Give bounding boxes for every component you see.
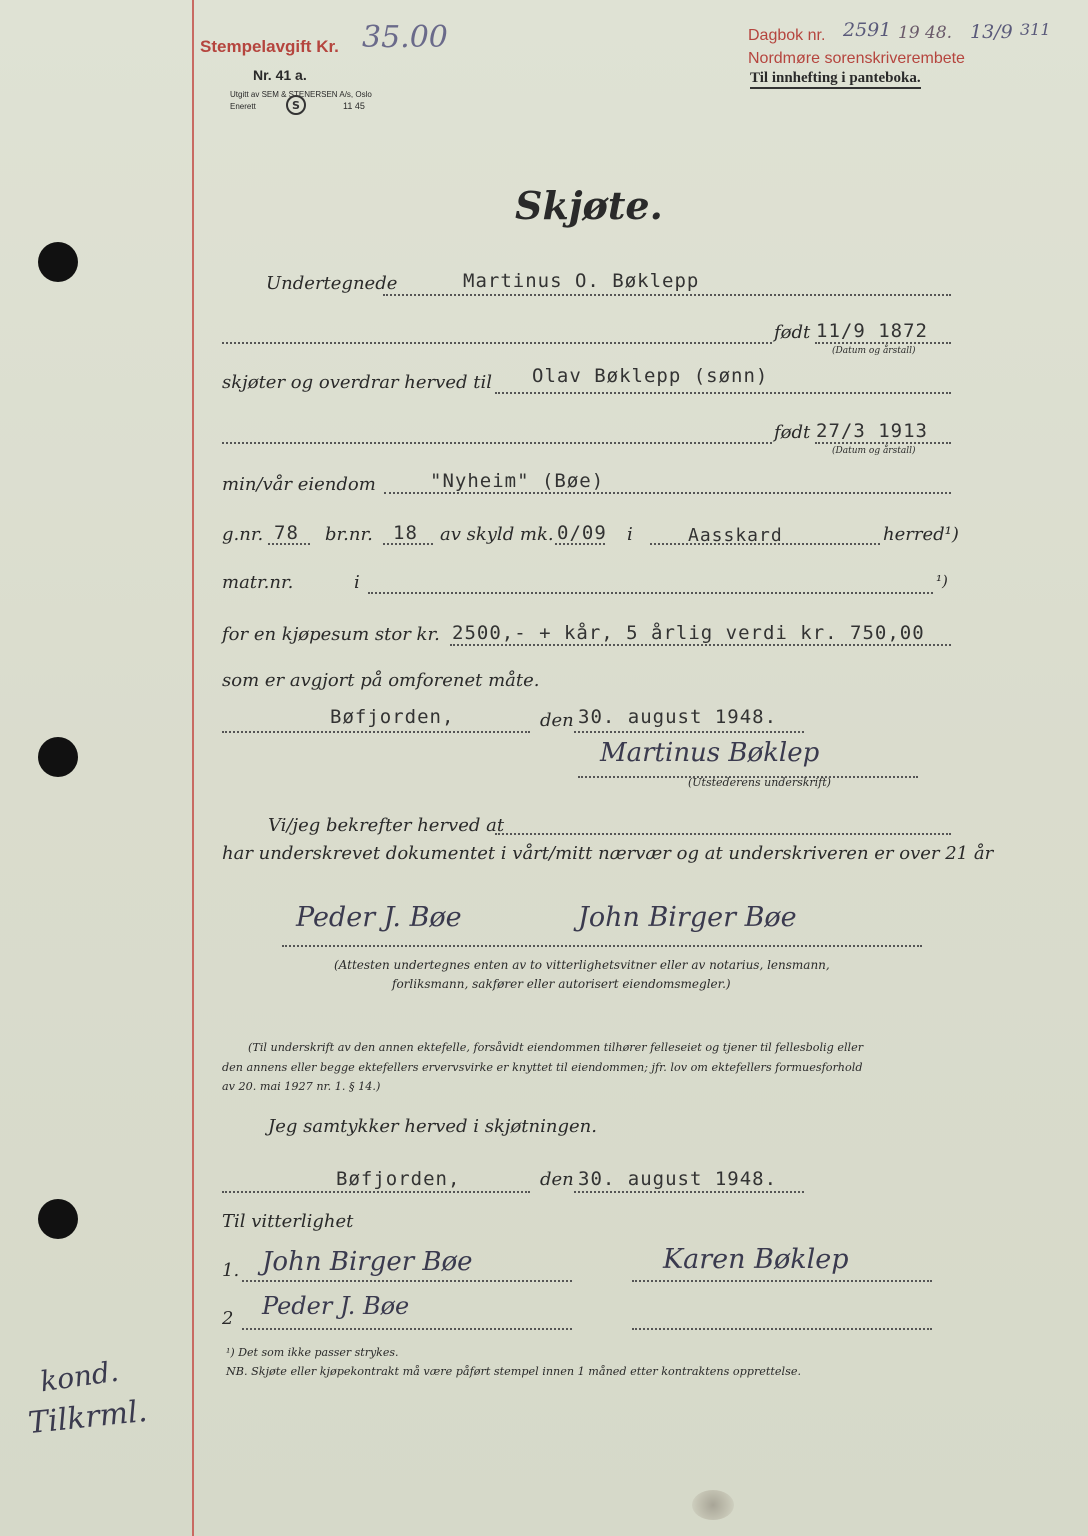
attest-label: Til vitterlighet [222, 1211, 354, 1232]
dagbok-date: 13/9 [970, 21, 1013, 43]
issuer-signature: Martinus Bøklep [600, 738, 820, 768]
spouse-signature: Karen Bøklep [663, 1244, 849, 1275]
stamp-duty-label: Stempelavgift Kr. [200, 37, 339, 56]
attest-witness-1-number: 1. [222, 1260, 240, 1281]
price-label: for en kjøpesum stor kr. [222, 624, 440, 645]
herred-label: herred¹) [883, 524, 959, 545]
witness-note-line1: (Attesten undertegnes enten av to vitterlighetsvitner eller av notarius, lensmann, [334, 958, 830, 972]
fill-line [450, 644, 951, 646]
fill-line [632, 1328, 932, 1330]
consent-den-label: den [540, 1169, 574, 1190]
witness-signature-1: Peder J. Bøe [296, 902, 462, 933]
footnote-nb: NB. Skjøte eller kjøpekontrakt må være påført stempel innen 1 måned etter kontraktens opprettelse. [226, 1365, 802, 1378]
office-name: Nordmøre sorenskriverembete [748, 50, 965, 67]
price-amount: 2500,- + kår, 5 årlig verdi kr. 750,00 [452, 622, 925, 644]
attest-witness-1-signature: John Birger Bøe [262, 1247, 473, 1277]
fill-line [383, 294, 951, 296]
margin-rule [192, 0, 194, 1536]
brnr-label: br.nr. [325, 524, 373, 545]
svg-text:S: S [292, 99, 300, 112]
seller-born-date: 11/9 1872 [816, 320, 928, 342]
fill-line [222, 1191, 530, 1193]
seller-born-hint: (Datum og årstall) [832, 346, 916, 356]
margin-note-kond: kond. [38, 1354, 121, 1399]
spouse-note-line2: den annens eller begge ektefellers ervervsvirke er knyttet til eiendommen; jfr. lov om ektefellers formuesforhold [222, 1061, 863, 1074]
attest-witness-2-signature: Peder J. Bøe [262, 1292, 410, 1320]
consent-text: Jeg samtykker herved i skjøtningen. [268, 1116, 597, 1137]
fill-line [222, 342, 772, 344]
witness-line2: har underskrevet dokumentet i vårt/mitt nærvær og at underskriveren er over 21 år [222, 843, 994, 864]
fill-line [495, 392, 951, 394]
fill-line [222, 442, 772, 444]
matr-label: matr.nr. [222, 572, 294, 593]
fill-line [495, 833, 951, 835]
seller-name: Martinus O. Bøklepp [463, 270, 700, 292]
municipality-value: Aasskard [688, 525, 783, 546]
consent-place: Bøfjorden, [336, 1168, 461, 1190]
ownership-label: min/vår eiendom [222, 474, 376, 495]
property-name: "Nyheim" (Bøe) [430, 470, 605, 492]
brnr-value: 18 [393, 522, 418, 544]
page-reference: 311 [1020, 20, 1051, 39]
skyld-value: 0/09 [557, 522, 607, 544]
fill-line [384, 492, 951, 494]
spouse-note-line1: (Til underskrift av den annen ektefelle, forsåvidt eiendommen tilhører felleseiet og tjener til fellesbolig eller [248, 1041, 864, 1054]
paper-stain [692, 1490, 734, 1520]
footnote-1: ¹) Det som ikke passer strykes. [226, 1346, 399, 1359]
punch-hole-middle [38, 737, 78, 777]
gnr-value: 78 [274, 522, 299, 544]
punch-hole-top [38, 242, 78, 282]
buyer-born-date: 27/3 1913 [816, 420, 928, 442]
price-settled-text: som er avgjort på omforenet måte. [222, 670, 540, 691]
witness-line1: Vi/jeg bekrefter herved at [268, 815, 505, 836]
document-title: Skjøte. [515, 183, 663, 228]
punch-hole-bottom [38, 1199, 78, 1239]
dagbok-year: 19 48. [898, 23, 953, 43]
municipality-in-label: i [627, 524, 633, 545]
attest-witness-2-number: 2 [222, 1308, 234, 1329]
signing-place: Bøfjorden, [330, 706, 455, 728]
fill-line [574, 731, 804, 733]
publisher-logo [285, 94, 307, 116]
fill-line [815, 342, 951, 344]
buyer-born-label: født [774, 422, 811, 443]
seller-born-label: født [774, 322, 811, 343]
spouse-note-line3: av 20. mai 1927 nr. 1. § 14.) [222, 1080, 381, 1093]
fill-line [282, 945, 922, 947]
signing-den-label: den [540, 710, 574, 731]
fill-line [242, 1328, 572, 1330]
fill-line [632, 1280, 932, 1282]
dagbok-number: 2591 [843, 19, 892, 41]
publisher-date: 11 45 [343, 101, 365, 111]
signing-date: 30. august 1948. [578, 706, 778, 728]
gnr-label: g.nr. [222, 524, 264, 545]
publisher-rights: Enerett [230, 102, 256, 111]
buyer-born-hint: (Datum og årstall) [832, 446, 916, 456]
buyer-name: Olav Bøklepp (sønn) [532, 365, 769, 387]
witness-signature-2: John Birger Bøe [578, 902, 797, 933]
undersigned-label: Undertegnede [266, 273, 398, 294]
form-number: Nr. 41 a. [253, 67, 307, 83]
stamp-duty-amount: 35.00 [362, 20, 448, 55]
witness-note-line2: forliksmann, sakfører eller autorisert eiendomsmegler.) [392, 977, 731, 991]
skyld-label: av skyld mk. [440, 524, 554, 545]
margin-note-initials: Tilkrml. [26, 1393, 149, 1442]
matr-in-label: i [354, 572, 360, 593]
publisher-line: Utgitt av SEM & STENERSEN A/s, Oslo [230, 90, 372, 99]
matr-footnote-mark: ¹) [936, 572, 948, 590]
issuer-signature-caption: (Utstederens underskrift) [688, 776, 831, 789]
binding-note: Til innhefting i panteboka. [750, 70, 921, 89]
fill-line [242, 1280, 572, 1282]
fill-line [222, 731, 530, 733]
transfer-label: skjøter og overdrar herved til [222, 372, 492, 393]
fill-line [574, 1191, 804, 1193]
fill-line [368, 592, 933, 594]
consent-date: 30. august 1948. [578, 1168, 778, 1190]
fill-line [815, 442, 951, 444]
dagbok-label: Dagbok nr. [748, 27, 826, 44]
